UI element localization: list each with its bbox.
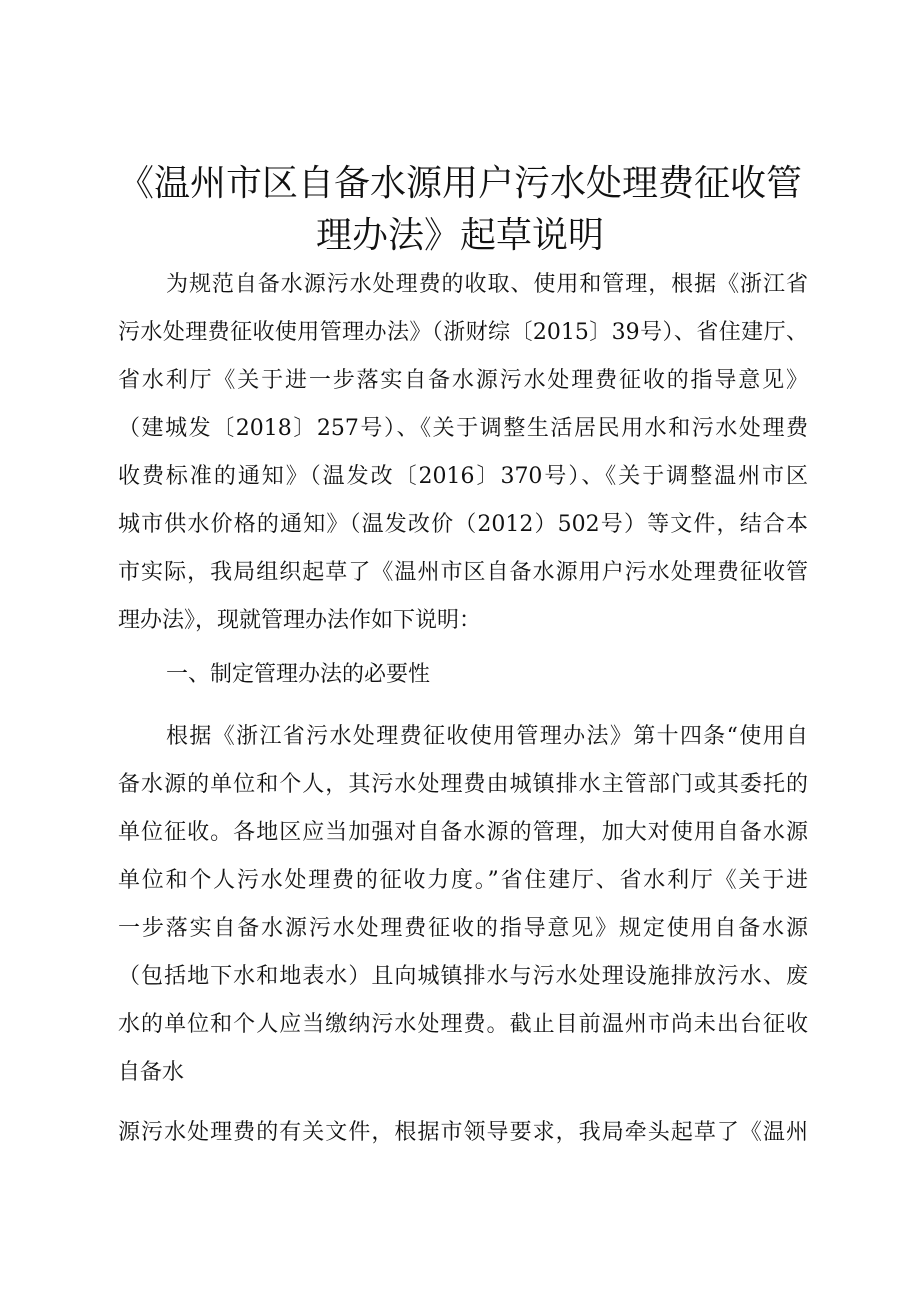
body-line: 水的单位和个人应当缴纳污水处理费。截止目前温州市尚未出台征收 <box>118 1012 808 1037</box>
body-line: 理办法》，现就管理办法作如下说明： <box>118 608 482 633</box>
body-line: 自备水 <box>118 1060 185 1085</box>
document-title-line-2: 理办法》起草说明 <box>315 215 604 256</box>
document-title-line-1: 《温州市区自备水源用户污水处理费征收管 <box>117 163 802 204</box>
body-line: 单位征收。各地区应当加强对自备水源的管理，加大对使用自备水源 <box>118 820 808 845</box>
body-line: 一步落实自备水源污水处理费征收的指导意见》规定使用自备水源 <box>118 916 808 941</box>
body-line: 收费标准的通知》（温发改〔2016〕370号）、《关于调整温州市区 <box>118 464 808 489</box>
section-heading: 一、制定管理办法的必要性 <box>166 662 431 687</box>
body-line: 城市供水价格的通知》（温发改价（2012）502号）等文件，结合本 <box>118 512 808 537</box>
body-line: （建城发〔2018〕257号）、《关于调整生活居民用水和污水处理费 <box>118 416 808 441</box>
body-line: 污水处理费征收使用管理办法》（浙财综〔2015〕39号）、省住建厅、 <box>118 320 808 345</box>
body-line: 省水利厅《关于进一步落实自备水源污水处理费征收的指导意见》 <box>118 368 808 393</box>
body-line: 为规范自备水源污水处理费的收取、使用和管理，根据《浙江省 <box>166 272 808 297</box>
body-line: （包括地下水和地表水）且向城镇排水与污水处理设施排放污水、废 <box>118 964 808 989</box>
body-line: 源污水处理费的有关文件，根据市领导要求，我局牵头起草了《温州 <box>118 1120 808 1145</box>
body-line: 市实际，我局组织起草了《温州市区自备水源用户污水处理费征收管 <box>118 560 808 585</box>
body-line: 备水源的单位和个人，其污水处理费由城镇排水主管部门或其委托的 <box>118 772 808 797</box>
body-line: 单位和个人污水处理费的征收力度。”省住建厅、省水利厅《关于进 <box>118 868 808 893</box>
body-line: 根据《浙江省污水处理费征收使用管理办法》第十四条“使用自 <box>166 724 808 749</box>
